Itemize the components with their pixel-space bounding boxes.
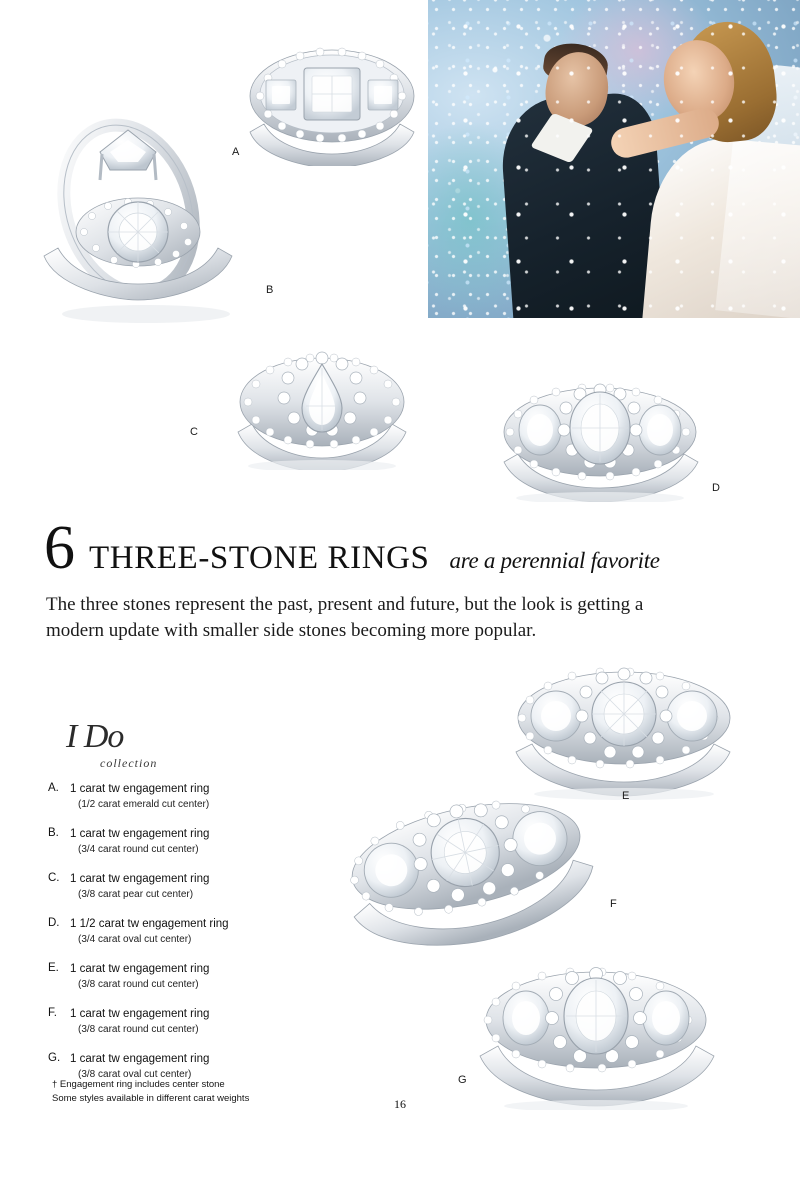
caption-detail-b: (3/4 carat round cut center) [78, 844, 199, 855]
i-do-collection-logo [58, 718, 188, 778]
caption-letter-b: B. [48, 827, 59, 839]
caption-letter-a: A. [48, 782, 59, 794]
page-number: 16 [394, 1097, 406, 1111]
ring-photo-g [466, 960, 726, 1110]
hero-photo [428, 0, 800, 318]
ring-photo-f [330, 800, 610, 950]
section-lede: The three stones represent the past, present and future, but the look is getting a modern update with smaller side stones becoming more popular. [46, 594, 644, 641]
caption-item-a [48, 782, 348, 812]
caption-title-e: 1 carat tw engagement ring [70, 963, 210, 975]
caption-title-a: 1 carat tw engagement ring [70, 783, 210, 795]
ring-label-c: C [190, 426, 199, 438]
caption-item-f [48, 1007, 348, 1037]
section-subtitle: are a perennial favorite [449, 548, 660, 573]
caption-detail-d: (3/4 carat oval cut center) [78, 934, 192, 945]
section-number: 6 [44, 514, 75, 582]
logo-subtext: collection [100, 756, 158, 770]
caption-title-g: 1 carat tw engagement ring [70, 1053, 210, 1065]
ring-photo-b [28, 96, 268, 326]
caption-title-f: 1 carat tw engagement ring [70, 1008, 210, 1020]
footnote-line-2: Some styles available in different carat weights [52, 1093, 250, 1104]
caption-detail-f: (3/8 carat round cut center) [78, 1024, 199, 1035]
ring-photo-c [222, 340, 422, 470]
ring-label-d: D [712, 482, 721, 494]
ring-photo-d [486, 372, 716, 502]
ring-photo-e [500, 660, 750, 800]
caption-item-e [48, 962, 348, 992]
logo-script-text: I Do [66, 718, 124, 755]
caption-letter-g: G. [48, 1052, 61, 1064]
ring-label-g: G [458, 1074, 467, 1086]
section-headline [44, 514, 744, 582]
caption-item-b [48, 827, 348, 857]
caption-detail-g: (3/8 carat oval cut center) [78, 1069, 192, 1080]
caption-title-b: 1 carat tw engagement ring [70, 828, 210, 840]
caption-letter-c: C. [48, 872, 60, 884]
caption-item-d [48, 917, 348, 947]
ring-label-b: B [266, 284, 274, 296]
caption-title-c: 1 carat tw engagement ring [70, 873, 210, 885]
caption-item-c [48, 872, 348, 902]
caption-title-d: 1 1/2 carat tw engagement ring [70, 918, 229, 930]
footnote-line-1: † Engagement ring includes center stone [52, 1079, 225, 1090]
caption-letter-e: E. [48, 962, 59, 974]
ring-label-a: A [232, 146, 240, 158]
section-title: THREE-STONE RINGS [89, 540, 430, 576]
product-caption-list [48, 782, 348, 1097]
caption-detail-a: (1/2 carat emerald cut center) [78, 799, 210, 810]
caption-letter-d: D. [48, 917, 60, 929]
caption-detail-e: (3/8 carat round cut center) [78, 979, 199, 990]
ring-label-e: E [622, 790, 630, 802]
caption-letter-f: F. [48, 1007, 57, 1019]
caption-detail-c: (3/8 carat pear cut center) [78, 889, 194, 900]
ring-label-f: F [610, 898, 618, 910]
